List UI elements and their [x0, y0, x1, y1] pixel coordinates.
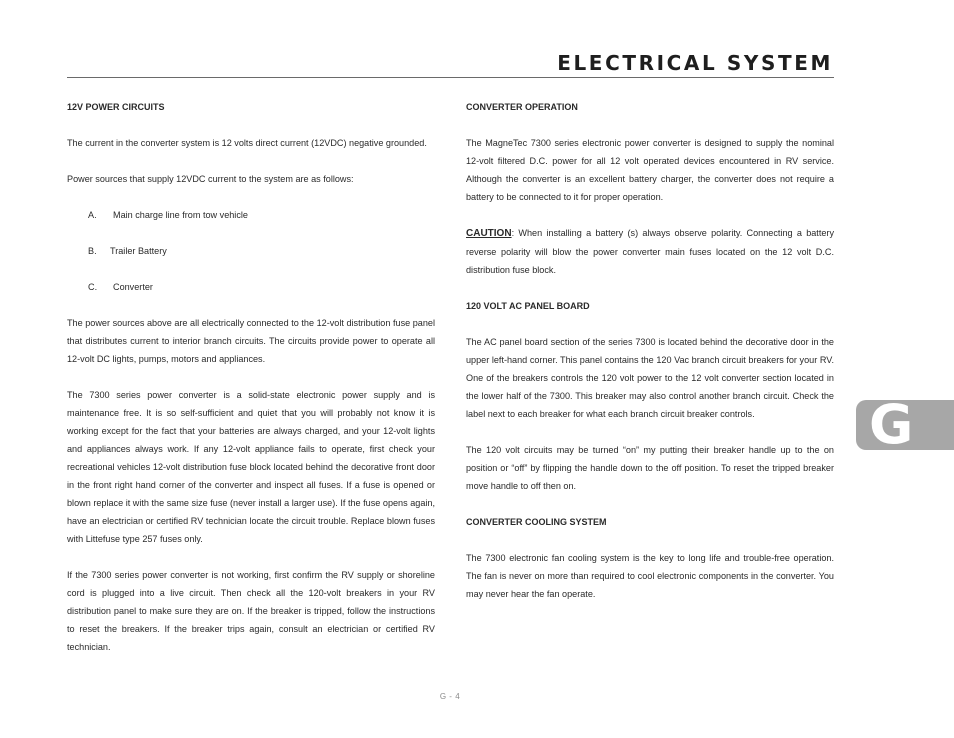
section-heading-converter-operation: CONVERTER OPERATION: [466, 102, 578, 112]
paragraph: The 120 volt circuits may be turned “on” my putting their breaker handle up to the on position or “off” by flipping the handle down to the off position. To reset the tripped breaker move handle to off then on.: [466, 445, 834, 491]
list-item-text: Trailer Battery: [110, 246, 167, 256]
list-item-text: Converter: [113, 282, 153, 292]
paragraph: If the 7300 series power converter is not working, first confirm the RV supply or shoreline cord is plugged into a live circuit. Then check all the 120-volt breakers in your RV distribution panel to make sure they are on. If the breaker is tripped, follow the instructions to reset the breakers. If the breaker trips again, consult an electrician or certified RV technician.: [67, 570, 435, 652]
section-heading-ac-panel-board: 120 VOLT AC PANEL BOARD: [466, 301, 590, 311]
paragraph: The 7300 electronic fan cooling system is the key to long life and trouble-free operation. The fan is never on more than required to cool electronic components in the converter. You may never hear the fan operate.: [466, 553, 834, 599]
side-tab-letter: G: [869, 393, 914, 456]
left-column: [67, 98, 435, 674]
paragraph: The MagneTec 7300 series electronic power converter is designed to supply the nominal 12-volt filtered D.C. power for all 12 volt operated devices encountered in RV service. Although the converter is an excellent battery charger, the converter does not require a battery to be connected to it for proper operation.: [466, 138, 834, 202]
list-item: [67, 242, 435, 260]
list-item-letter: C.: [88, 282, 98, 292]
caution-label: CAUTION: [466, 228, 512, 239]
page-header-title: ELECTRICAL SYSTEM: [557, 51, 833, 75]
list-item-text: Main charge line from tow vehicle: [113, 210, 248, 220]
section-side-tab: [856, 393, 954, 456]
header-divider: [67, 77, 834, 78]
paragraph: The AC panel board section of the series 7300 is located behind the decorative door in the upper left-hand corner. This panel contains the 120 Vac branch circuit breakers for your RV. One of the breakers controls the 120 volt power to the 12 volt converter section located in the lower half of the 7300. This breaker may also control another branch circuit. Check the label next to each breaker for what each branch circuit breaker controls.: [466, 337, 834, 419]
caution-paragraph: [466, 224, 834, 279]
paragraph: The power sources above are all electrically connected to the 12-volt distribution fuse panel that distributes current to interior branch circuits. The circuits provide power to operate all 12-volt DC lights, pumps, motors and appliances.: [67, 318, 435, 364]
page-number: G - 4: [439, 692, 461, 701]
caution-text: : When installing a battery (s) always observe polarity. Connecting a battery reverse polarity will blow the power converter main fuses located on the 12 volt D.C. distribution fuse block.: [466, 228, 834, 275]
paragraph: The 7300 series power converter is a solid-state electronic power supply and is maintenance free. It is so self-sufficient and quiet that you will probably not know it is working except for the fact that your batteries are always charged, and your 12-volt lights and appliances always work. If any 12-volt appliance fails to operate, first check your recreational vehicles 12-volt distribution fuse block located behind the decorative front door in the front right hand corner of the converter and inspect all fuses. If a fuse is opened or blown replace it with the same size fuse (never install a larger use). If the fuse opens again, have an electrician or certified RV technician locate the circuit trouble. Replace blown fuses with Littefuse type 257 fuses only.: [67, 390, 435, 544]
right-column: [466, 98, 834, 621]
section-heading-converter-cooling: CONVERTER COOLING SYSTEM: [466, 517, 607, 527]
list-item: [67, 278, 435, 296]
list-item-letter: A.: [88, 210, 97, 220]
paragraph: Power sources that supply 12VDC current to the system are as follows:: [67, 174, 354, 184]
list-item-letter: B.: [88, 246, 97, 256]
section-heading-12v-power-circuits: 12V POWER CIRCUITS: [67, 102, 165, 112]
list-item: [67, 206, 435, 224]
paragraph: The current in the converter system is 12 volts direct current (12VDC) negative grounded.: [67, 138, 427, 148]
